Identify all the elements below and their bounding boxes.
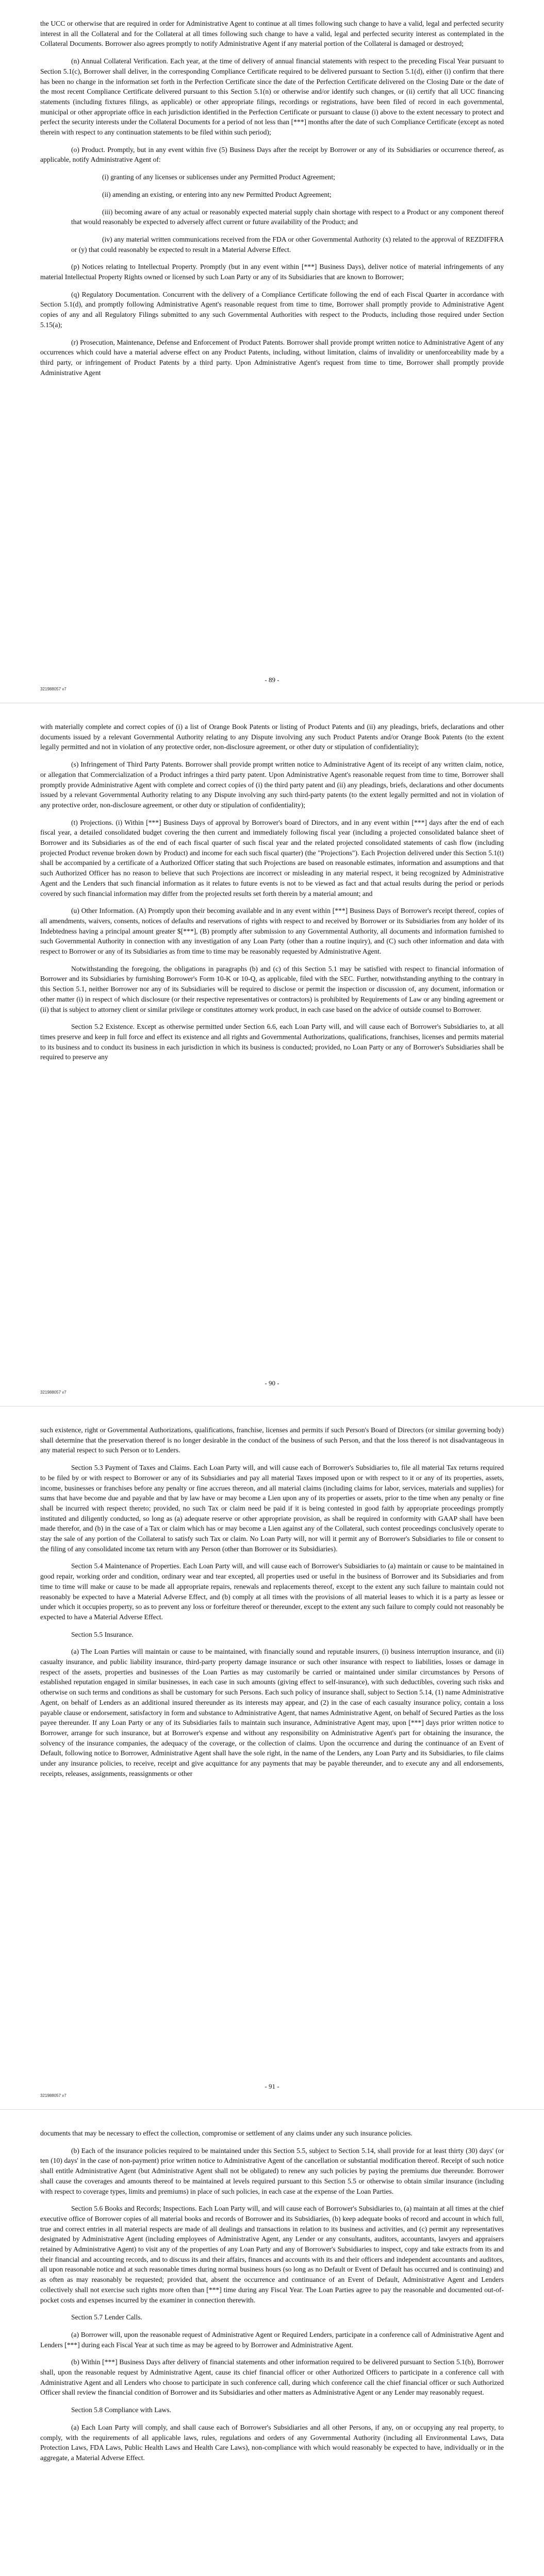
paragraph: (b) Each of the insurance policies required to be maintained under this Section 5.5, subject to Section 5.14, shall provide for at least thirty (30) days' (or ten (10) days' in the case of non-payment) prior written notice to Administrative Agent of the cancellation or substantial modification thereof. Receipt of such notice shall entitle Administrative Agent (but Administrative Agent shall not be obligated) to renew any such policies by paying the premiums due thereunder. Borrower shall cause the coverages and amounts thereof to be maintained at levels required pursuant to this Section 5.5 or otherwise to obtain similar insurance (including with respect to coverage types, limits and premiums) in place of such policies, in each case at the expense of the Loan Parties. bbox=[40, 2146, 504, 2195]
paragraph: documents that may be necessary to effect the collection, compromise or settlement of any claims under any such insurance policies. bbox=[40, 2129, 413, 2137]
paragraph: (iv) any material written communications received from the FDA or other Governmental Authority (x) related to the approval of REZDIFFRA or (y) that could reasonably be expected to result in a Material Adverse Effect. bbox=[71, 235, 504, 253]
paragraph: Section 5.6 Books and Records; Inspections. Each Loan Party will, and will cause each of Borrower's Subsidiaries to, (a) maintain at all times at the chief executive office of Borrower copies of all material books and records of Borrower and its Subsidiaries, (b) keep adequate books of record and account in which full, true and correct entries in all material respects are made of all dealings and transactions in relation to its business and activities, and (c) permit any representatives designated by Administrative Agent (including employees of Administrative Agent, any Lender or any consultants, auditors, accountants, lawyers and appraisers retained by Administrative Agent) to visit any of the properties of any Loan Party and any of Borrower's Subsidiaries to inspect, copy and take extracts from its and their financial and accounting records, and to discuss its and their affairs, finances and accounts with its and their officers and independent accountants and auditors, all upon reasonable notice and at such reasonable times during normal business hours (so long as no Default or Event of Default has occurred and is continuing) and as often as may reasonably be requested; provided that, absent the occurrence and continuance of an Event of Default, Administrative Agent and Lenders collectively shall not exercise such rights more often than [***] time during any Fiscal Year. The Loan Parties agree to pay the reasonable and documented out-of-pocket costs and expenses incurred by the examiner in connection therewith. bbox=[40, 2205, 504, 2304]
section-heading: Section 5.7 Lender Calls. bbox=[71, 2313, 142, 2321]
paragraph: (p) Notices relating to Intellectual Property. Promptly (but in any event within [***] Business Days), deliver notice of material infringements of any material Intellectual Property Rights owned or licensed by such Loan Party or any of its Subsidiaries that are known to Borrower; bbox=[40, 263, 504, 281]
document-id: 321988057 v7 bbox=[40, 2093, 67, 2098]
paragraph: (n) Annual Collateral Verification. Each year, at the time of delivery of annual financial statements with respect to the preceding Fiscal Year pursuant to Section 5.1(c), Borrower shall deliver, in the corresponding Compliance Certificate required to be delivered pursuant to Section 5.1(d), either (i) confirm that there has been no change in the information set forth in the Perfection Certificate since the date of the Perfection Certificate delivered on the Closing Date or the date of the most recent Compliance Certificate delivered pursuant to this Section 5.1(n) or otherwise and/or identify such changes, or (ii) certify that all UCC financing statements (including fixtures filings, as applicable) or other appropriate filings, recordings or registrations, have been filed of record in each governmental, municipal or other appropriate office in each jurisdiction identified in the Perfection Certificate or pursuant to clause (i) above to the extent necessary to protect and perfect the security interests under the Collateral Documents for a period of not less than [***] months after the date of such Compliance Certificate (except as noted therein with respect to any continuation statements to be filed within such period); bbox=[40, 57, 504, 137]
paragraph: (s) Infringement of Third Party Patents. Borrower shall provide prompt written notice to Administrative Agent of its receipt of any written claim, notice, or allegation that Commercialization of a Product infringes a third party patent. Upon Administrative Agent's reasonable request from time to time, Borrower shall promptly provide Administrative Agent with complete and correct copies of (i) the third party patent and (ii) any pleadings, briefs, declarations and other documents issued by a relevant Governmental Authority relating to any Dispute involving any such third-party patents (to the extent legally permitted and not in violation of any protective order, non-disclosure agreement, or other duty or stipulation of confidentiality); bbox=[40, 760, 504, 809]
paragraph: (t) Projections. (i) Within [***] Business Days of approval by Borrower's board of Directors, and in any event within [***] days after the end of each fiscal year, a detailed consolidated budget covering the then current and immediately following fiscal year (including a projected consolidated balance sheet of Borrower and its Subsidiaries as of the end of each fiscal quarter of such fiscal year and the related projected consolidated statements of cash flow (including projected Product revenue broken down by Product) and income for each such fiscal quarter) (the "Projections"). Each Projection delivered under this Section 5.1(t) shall be accompanied by a certificate of a Authorized Officer stating that such Projections are based on reasonable estimates, information and assumptions and that such Authorized Officer has no reason to believe that such Projections are incorrect or misleading in any material respect, it being recognized by Administrative Agent and the Lenders that such financial information as it relates to future events is not to be viewed as fact and that actual results during the period or periods covered by such financial information may differ from the projected results set forth therein by a material amount; and bbox=[40, 818, 504, 897]
page-number: - 89 - bbox=[265, 676, 279, 684]
paragraph: (o) Product. Promptly, but in any event within five (5) Business Days after the receipt by Borrower or any of its Subsidiaries or occurrence thereof, as applicable, notify Administrative Agent of: bbox=[40, 145, 504, 164]
paragraph: (a) The Loan Parties will maintain or cause to be maintained, with financially sound and reputable insurers, (i) business interruption insurance, and (ii) casualty insurance, and public liability insurance, third-party property damage insurance or such other insurance with respect to liabilities, losses or damage in respect of the assets, properties and businesses of the Loan Parties as may customarily be carried or maintained under similar circumstances by Persons of established reputation engaged in similar businesses, in each case in such amounts (giving effect to self-insurance), with such deductibles, covering such risks and otherwise on such terms and conditions as shall be customary for such Persons. Each such policy of insurance shall, subject to Section 5.14, (1) name Administrative Agent, on behalf of Lenders as an additional insured thereunder as its interests may appear, and (2) in the case of each casualty insurance policy, contain a loss payable clause or endorsement, satisfactory in form and substance to Administrative Agent, that names Administrative Agent, on behalf of Secured Parties as the loss payee thereunder. If any Loan Party or any of its Subsidiaries fails to maintain such insurance, Administrative Agent may, upon [***] days prior written notice to Borrower, arrange for such insurance, but at Borrower's expense and without any responsibility on Administrative Agent's part for obtaining the insurance, the solvency of the insurance companies, the adequacy of the coverage, or the collection of claims. Upon the occurrence and during the continuance of an Event of Default, following notice to Borrower, Administrative Agent shall have the sole right, in the name of the Lenders, any Loan Party and its Subsidiaries, to file claims under any insurance policies, to receive, receipt and give acquittance for any payments that may be payable thereunder, and to execute any and all endorsements, receipts, releases, assignments, reassignments or other bbox=[40, 1648, 504, 1777]
paragraph: Notwithstanding the foregoing, the obligations in paragraphs (b) and (c) of this Section 5.1 may be satisfied with respect to financial information of Borrower and its Subsidiaries by furnishing Borrower's Form 10-K or 10-Q, as applicable, filed with the SEC. Further, notwithstanding anything to the contrary in this Section 5.1, neither Borrower nor any of its Subsidiaries will be required to disclose or permit the inspection or discussion of, any document, information or other matter (i) in respect of which disclosure (or their respective representatives or contractors) is prohibited by Requirements of Law or any binding agreement or (ii) that is subject to attorney client or similar privilege or constitutes attorney work product, in each case based on the advice of outside counsel to Borrower. bbox=[40, 964, 504, 1013]
document-page bbox=[0, 1406, 544, 2110]
document-id: 321988057 v7 bbox=[40, 1390, 67, 1395]
paragraph: such existence, right or Governmental Authorizations, qualifications, franchise, licenses and permits if such Person's Board of Directors (or similar governing body) shall determine that the preservation thereof is no longer desirable in the conduct of the business of such Person, and that the loss thereof is not disadvantageous in any material respect to such Person or to Lenders. bbox=[40, 1426, 504, 1454]
section-heading: Section 5.8 Compliance with Laws. bbox=[71, 2406, 172, 2414]
paragraph: (q) Regulatory Documentation. Concurrent with the delivery of a Compliance Certificate following the end of each Fiscal Quarter in accordance with Section 5.1(d), and promptly following Administrative Agent's reasonable request from time to time, Borrower shall promptly provide to Administrative Agent copies of any and all Regulatory Filings submitted to any such Governmental Authorities with respect to the Products, including those required under Section 5.15(a); bbox=[40, 290, 504, 329]
paragraph: with materially complete and correct copies of (i) a list of Orange Book Patents or listing of Product Patents and (ii) any pleadings, briefs, declarations and other documents issued by a relevant Governmental Authority relating to any Dispute involving any such Product Patents and/or Orange Book Patents (to the extent legally permitted and not in violation of any protective order, non-disclosure agreement, or other duty or stipulation of confidentiality); bbox=[40, 723, 504, 751]
document-page bbox=[0, 0, 544, 703]
paragraph: (a) Each Loan Party will comply, and shall cause each of Borrower's Subsidiaries and all other Persons, if any, on or occupying any real property, to comply, with the requirements of all applicable laws, rules, regulations and orders of any Governmental Authority (including all Environmental Laws, Data Protection Laws, FDA Laws, Public Health Laws and Health Care Laws), non-compliance with which would reasonably be expected to have, individually or in the aggregate, a Material Adverse Effect. bbox=[40, 2423, 504, 2462]
paragraph: Section 5.2 Existence. Except as otherwise permitted under Section 6.6, each Loan Party will, and will cause each of Borrower's Subsidiaries to, at all times preserve and keep in full force and effect its existence and all rights and Governmental Authorizations, qualifications, franchises, licenses and permits material to its business and to conduct its business in each jurisdiction in which its business is conducted; provided, no Loan Party or any of Borrower's Subsidiaries shall be required to preserve any bbox=[40, 1023, 504, 1061]
paragraph: Section 5.4 Maintenance of Properties. Each Loan Party will, and will cause each of Borrower's Subsidiaries to (a) maintain or cause to be maintained in good repair, working order and condition, ordinary wear and tear excepted, all properties used or useful in the business of Borrower and its Subsidiaries and from time to time will make or cause to be made all appropriate repairs, renewals and replacements thereof, except to the extent any such failure to maintain could not reasonably be expected to have a Material Adverse Effect, and (b) comply at all times with the provisions of all material leases to which it is a party as lessee or under which it occupies property, so as to prevent any loss or forfeiture thereof or thereunder, except to the extent any such failure to comply could not reasonably be expected to have a Material Adverse Effect. bbox=[40, 1562, 504, 1621]
document-page bbox=[0, 2110, 544, 2576]
paragraph: (a) Borrower will, upon the reasonable request of Administrative Agent or Required Lenders, participate in a conference call of Administrative Agent and Lenders [***] during each Fiscal Year at such time as may be agreed to by Borrower and Administrative Agent. bbox=[40, 2330, 504, 2349]
paragraph: the UCC or otherwise that are required in order for Administrative Agent to continue at all times following such change to have a valid, legal and perfected security interest in all the Collateral and for the Collateral at all times following such change to have a valid, legal and perfected security interest as contemplated in the Collateral Documents. Borrower also agrees promptly to notify Administrative Agent if any material portion of the Collateral is damaged or destroyed; bbox=[40, 20, 504, 48]
paragraph: (i) granting of any licenses or sublicenses under any Permitted Product Agreement; bbox=[102, 173, 335, 181]
document-id: 321988057 v7 bbox=[40, 687, 67, 691]
paragraph: (u) Other Information. (A) Promptly upon their becoming available and in any event within [***] Business Days of Borrower's receipt thereof, copies of all amendments, waivers, consents, notices of defaults and reservations of rights with respect to and received by Borrower or its Subsidiaries from any holder of its Indebtedness having a principal amount greater $[***], (B) promptly after submission to any Governmental Authority, all documents and information furnished to such Governmental Authority in connection with any investigation of any Loan Party (other than a routine inquiry), and (C) such other information and data with respect to Borrower or any of its Subsidiaries as from time to time may be reasonably requested by Administrative Agent. bbox=[40, 907, 504, 956]
paragraph: Section 5.3 Payment of Taxes and Claims. Each Loan Party will, and will cause each of Borrower's Subsidiaries to, file all material Tax returns required to be filed by or with respect to Borrower or any of its Subsidiaries and pay all material Taxes imposed upon or with respect to it or any of its properties, assets, income, businesses or franchises before any penalty or fine accrues thereon, and all material claims (including claims for labor, services, materials and supplies) for sums that have become due and payable and that by law have or may become a Lien upon any of its properties or assets, prior to the time when any penalty or fine shall be incurred with respect thereto; provided, no such Tax or claim need be paid if it is being contested in good faith by appropriate proceedings promptly instituted and diligently conducted, so long as (a) adequate reserve or other appropriate provision, as shall be required in conformity with GAAP shall have been made therefor, and (b) in the case of a Tax or claim which has or may become a Lien against any of the Collateral, such contest proceedings conclusively operate to stay the sale of any portion of the Collateral to satisfy such Tax or claim. No Loan Party will, nor will it permit any of Borrower's Subsidiaries to file or consent to the filing of any consolidated income tax return with any Person (other than Borrower or its Subsidiaries). bbox=[40, 1464, 504, 1553]
page-body bbox=[40, 2128, 504, 2576]
paragraph: (r) Prosecution, Maintenance, Defense and Enforcement of Product Patents. Borrower shall provide prompt written notice to Administrative Agent of any occurrences which could have a material adverse effect on any Product Patents, including, without limitation, claims of invalidity or unenforceability made by a third party, or infringement of Product Patents by a third party. Upon Administrative Agent's request from time to time, Borrower shall promptly provide Administrative Agent bbox=[40, 338, 504, 377]
paragraph: (ii) amending an existing, or entering into any new Permitted Product Agreement; bbox=[102, 190, 332, 198]
paragraph: (b) Within [***] Business Days after delivery of financial statements and other information required to be delivered pursuant to Section 5.1(b), Borrower shall, upon the reasonable request by Administrative Agent, cause its chief financial officer or other Authorized Officers to participate in a conference call with Administrative Agent and all Lenders who choose to participate in such conference call, during which conference call the chief financial officer or such Authorized Officer shall review the financial condition of Borrower and its Subsidiaries and other matters as Administrative Agent or any Lender may reasonably request. bbox=[40, 2358, 504, 2397]
page-body bbox=[40, 1425, 504, 2073]
page-body bbox=[40, 19, 504, 667]
page-body bbox=[40, 722, 504, 1370]
page-number: - 90 - bbox=[265, 1379, 279, 1387]
paragraph: (iii) becoming aware of any actual or reasonably expected material supply chain shortage with respect to a Product or any component thereof that would reasonably be expected to adversely affect current or future availability of the Product; and bbox=[71, 208, 504, 226]
page-number: - 91 - bbox=[265, 2082, 279, 2090]
document-page bbox=[0, 703, 544, 1406]
section-heading: Section 5.5 Insurance. bbox=[71, 1630, 134, 1638]
